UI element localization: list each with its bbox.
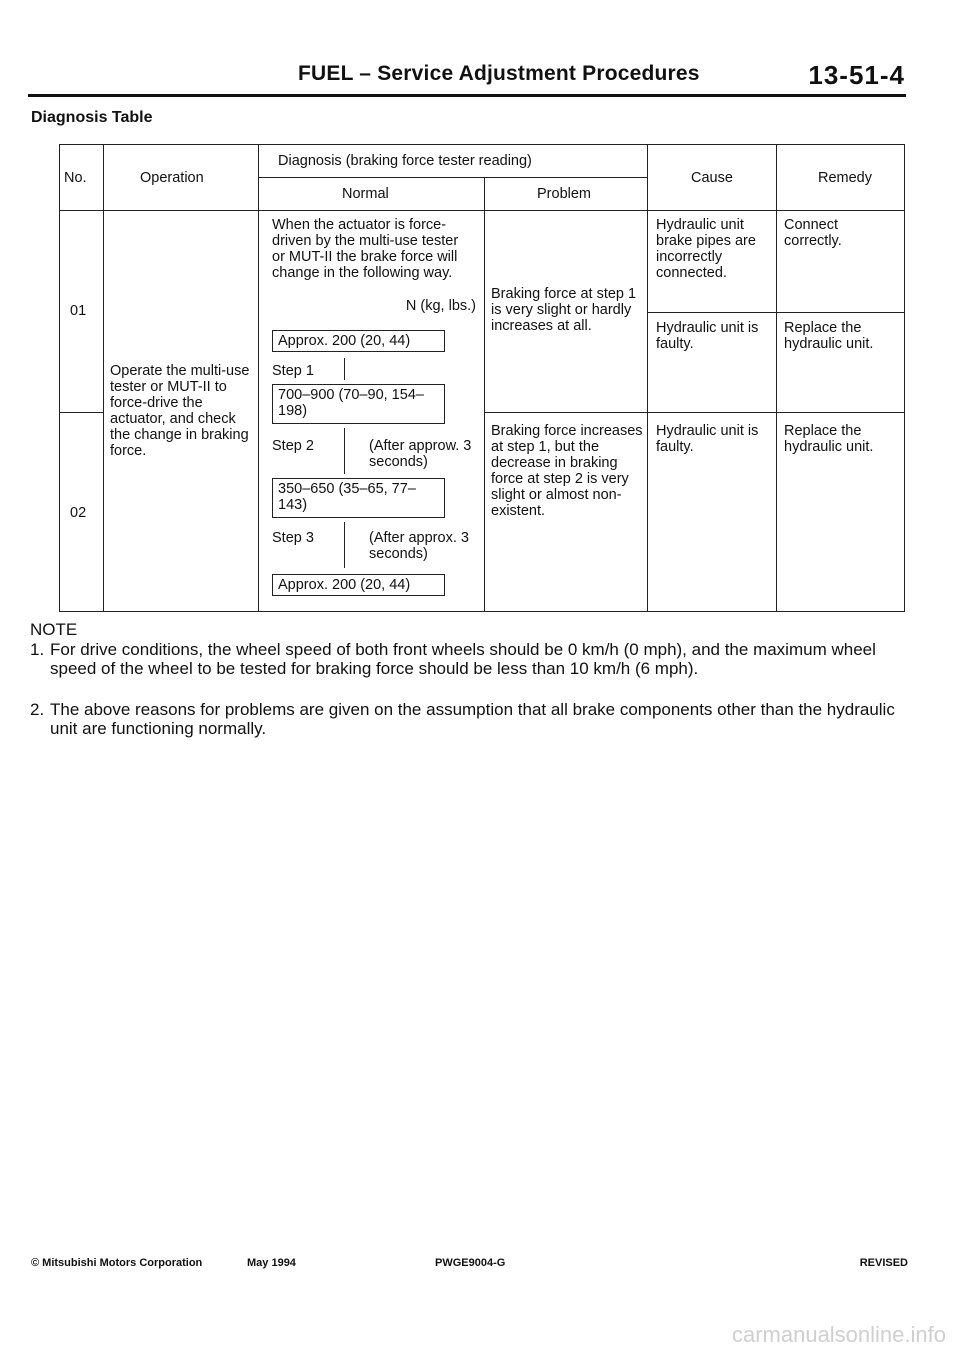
- note-item-1-text: For drive conditions, the wheel speed of both front wheels should be 0 km/h (0 mph), and the maximum wheel speed of the wheel to be tested for braking force should be less than 10 km/h (6 mph).: [50, 640, 876, 678]
- footer-status: REVISED: [859, 1257, 908, 1269]
- initial-value-box: Approx. 200 (20, 44): [272, 330, 445, 352]
- normal-intro: When the actuator is force-driven by the multi-use tester or MUT-II the brake force will change in the following way.: [272, 217, 459, 281]
- note-item-2: [30, 700, 910, 738]
- step3-label: Step 3: [272, 530, 314, 546]
- step1-label: Step 1: [272, 363, 314, 379]
- header-bottom-line: [59, 210, 904, 211]
- note-item-2-text: The above reasons for problems are given on the assumption that all brake components other than the hydraulic unit are functioning normally.: [50, 700, 895, 738]
- section-title: Diagnosis Table: [31, 109, 153, 126]
- header-remedy: Remedy: [818, 170, 872, 186]
- row-01-remedy-2: Replace the hydraulic unit.: [784, 320, 874, 352]
- footer-copyright: © Mitsubishi Motors Corporation: [31, 1257, 203, 1269]
- step2-label: Step 2: [272, 438, 314, 454]
- footer-code: PWGE9004-G: [435, 1257, 506, 1269]
- step2-divider: [344, 428, 345, 474]
- table-border-top: [59, 144, 904, 145]
- page-title: FUEL – Service Adjustment Procedures: [298, 62, 700, 85]
- row-01-cause-2: Hydraulic unit is faulty.: [656, 320, 759, 352]
- normal-unit: N (kg, lbs.): [405, 298, 476, 314]
- col-divider-operation: [258, 144, 259, 612]
- row-01-remedy-1: Connect correctly.: [784, 217, 842, 249]
- col-divider-normal: [484, 177, 485, 612]
- header-diagnosis: Diagnosis (braking force tester reading): [278, 153, 532, 169]
- row-02-remedy: Replace the hydraulic unit.: [784, 423, 874, 455]
- header-subdivider: [258, 177, 647, 178]
- header-operation: Operation: [140, 170, 204, 186]
- note-item-1-number: 1.: [30, 640, 45, 659]
- col-divider-problem: [647, 144, 648, 612]
- header-problem: Problem: [537, 186, 591, 202]
- header-no: No.: [64, 170, 87, 186]
- operation-text: Operate the multi-use tester or MUT-II to force-drive the actuator, and check the change in braking force.: [110, 363, 250, 459]
- row-01-problem: Braking force at step 1 is very slight or hardly increases at all.: [491, 286, 637, 334]
- row-02-number: 02: [70, 505, 87, 521]
- header-cause: Cause: [691, 170, 733, 186]
- table-border-left: [59, 144, 60, 612]
- watermark: carmanualsonline.info: [731, 1322, 946, 1347]
- step3-value-box: Approx. 200 (20, 44): [272, 574, 445, 596]
- row-02-problem: Braking force increases at step 1, but the decrease in braking force at step 2 is very slight or almost non-existent.: [491, 423, 643, 519]
- table-border-right: [904, 144, 905, 612]
- page-number: 13-51-4: [808, 60, 905, 90]
- step3-time: (After approx. 3 seconds): [369, 530, 469, 562]
- notes-heading: NOTE: [30, 620, 78, 639]
- header-divider: [28, 94, 906, 97]
- col-divider-cause: [776, 144, 777, 612]
- footer-date: May 1994: [247, 1257, 296, 1269]
- row-01-number: 01: [70, 303, 87, 319]
- row-02-cause: Hydraulic unit is faulty.: [656, 423, 759, 455]
- no-row-divider: [59, 412, 103, 413]
- col-divider-no: [103, 144, 104, 612]
- step2-time: (After approw. 3 seconds): [369, 438, 472, 470]
- note-item-1: [30, 640, 910, 678]
- row-divider: [484, 412, 904, 413]
- note-item-2-number: 2.: [30, 700, 45, 719]
- step2-value-box: 350–650 (35–65, 77–143): [272, 478, 445, 518]
- row-01-cause-1: Hydraulic unit brake pipes are incorrectly connected.: [656, 217, 756, 281]
- step3-divider: [344, 522, 345, 568]
- step1-divider: [344, 358, 345, 380]
- header-normal: Normal: [342, 186, 389, 202]
- table-border-bottom: [59, 611, 904, 612]
- step1-value-box: 700–900 (70–90, 154–198): [272, 384, 445, 424]
